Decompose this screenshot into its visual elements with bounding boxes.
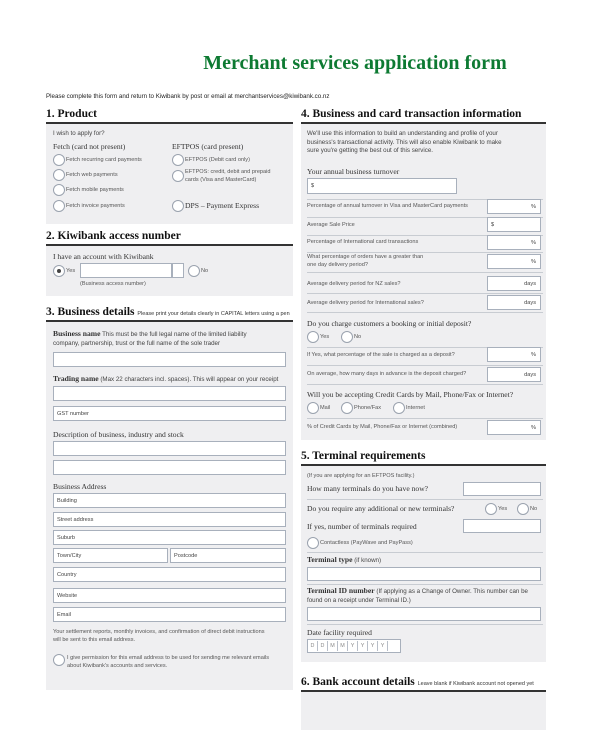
pct-intl-label: Percentage of International card transactions bbox=[307, 239, 419, 245]
kiwibank-yes-label: Yes bbox=[66, 268, 76, 274]
divider bbox=[307, 312, 543, 313]
access-number-suffix-input[interactable] bbox=[172, 263, 184, 278]
terminal-type-label bbox=[307, 556, 381, 566]
booking-no-label: No bbox=[354, 334, 362, 340]
pct-delay-input[interactable]: % bbox=[487, 254, 541, 269]
pct-delay-text-2: one day delivery period? bbox=[307, 262, 368, 268]
section-6-title: 6. Bank account details bbox=[301, 676, 415, 688]
email-permission-text-2: about Kiwibank's accounts and services. bbox=[67, 663, 168, 669]
turnover-heading: Your annual business turnover bbox=[307, 167, 400, 176]
fetch-mobile-label: Fetch mobile payments bbox=[66, 187, 124, 193]
booking-yes-radio[interactable] bbox=[307, 331, 319, 343]
terminal-type-input[interactable] bbox=[307, 567, 541, 581]
pct-visa-input[interactable]: % bbox=[487, 199, 541, 214]
avg-sale-input[interactable]: $ bbox=[487, 217, 541, 232]
avg-sale-label: Average Sale Price bbox=[307, 222, 355, 228]
postcode-input[interactable]: Postcode bbox=[170, 548, 286, 563]
fetch-heading: Fetch (card not present) bbox=[53, 142, 126, 151]
additional-no-label: No bbox=[530, 506, 538, 512]
kiwibank-no-radio[interactable] bbox=[188, 265, 200, 277]
internet-label: Internet bbox=[406, 405, 425, 411]
deposit-pct-input[interactable]: % bbox=[487, 347, 541, 362]
section-4-intro bbox=[307, 130, 543, 156]
internet-checkbox[interactable] bbox=[393, 402, 405, 414]
kiwibank-no-label: No bbox=[201, 268, 209, 274]
terminal-id-heading: Terminal ID number bbox=[307, 586, 375, 595]
date-seg-y4: Y bbox=[378, 641, 388, 651]
date-required-label: Date facility required bbox=[307, 628, 372, 637]
section-3-panel bbox=[46, 322, 293, 690]
eftpos-debit-label: EFTPOS (Debit card only) bbox=[185, 157, 250, 163]
dps-checkbox[interactable] bbox=[172, 200, 184, 212]
settlement-note-1: Your settlement reports, monthly invoices, and confirmation of direct debit instructions bbox=[53, 629, 265, 635]
section-4-intro-2: business's transactional activity. This will also enable Kiwibank to make bbox=[307, 138, 502, 146]
booking-yes-label: Yes bbox=[320, 334, 330, 340]
page-title: Merchant services application form bbox=[203, 52, 507, 74]
description-input-2[interactable] bbox=[53, 460, 286, 475]
pct-mail-label: % of Credit Cards by Mail, Phone/Fax or Internet (combined) bbox=[307, 424, 458, 430]
business-name-text-1: This must be the full legal name of the limited liability bbox=[102, 331, 247, 338]
section-5-heading: 5. Terminal requirements bbox=[301, 450, 426, 462]
description-input-1[interactable] bbox=[53, 441, 286, 456]
how-many-terminals-input[interactable] bbox=[463, 482, 541, 496]
deposit-days-label: On average, how many days in advance is the deposit charged? bbox=[307, 371, 467, 377]
business-name-input[interactable] bbox=[53, 352, 286, 367]
eftpos-applying-note: (If you are applying for an EFTPOS facility.) bbox=[307, 473, 415, 479]
eftpos-credit-checkbox[interactable] bbox=[172, 170, 184, 182]
divider bbox=[307, 584, 543, 585]
section-3-note: Please print your details clearly in CAPITAL letters using a pen bbox=[137, 311, 290, 317]
additional-yes-radio[interactable] bbox=[485, 503, 497, 515]
building-input[interactable]: Building bbox=[53, 493, 286, 508]
trading-name-input[interactable] bbox=[53, 386, 286, 401]
terminal-type-heading: Terminal type bbox=[307, 555, 353, 564]
mail-phone-question: Will you be accepting Credit Cards by Mail, Phone/Fax or Internet? bbox=[307, 390, 514, 399]
suburb-input[interactable]: Suburb bbox=[53, 530, 286, 545]
avg-intl-input[interactable]: days bbox=[487, 295, 541, 310]
section-4-intro-3: sure you're getting the best out of this service. bbox=[307, 147, 434, 154]
business-name-heading: Business name bbox=[53, 329, 101, 338]
gst-number-input[interactable]: GST number bbox=[53, 406, 286, 421]
trading-name-text: (Max 22 characters incl. spaces). This will appear on your receipt bbox=[100, 376, 279, 383]
date-seg-y2: Y bbox=[358, 641, 368, 651]
kiwibank-account-question: I have an account with Kiwibank bbox=[53, 252, 154, 261]
additional-yes-label: Yes bbox=[498, 506, 508, 512]
contactless-label: Contactless (PayWave and PayPass) bbox=[320, 540, 413, 546]
terminal-id-input[interactable] bbox=[307, 607, 541, 621]
section-2-panel bbox=[46, 246, 293, 296]
booking-question: Do you charge customers a booking or initial deposit? bbox=[307, 319, 472, 328]
section-4-intro-1: We'll use this information to build an understanding and profile of your bbox=[307, 130, 498, 137]
eftpos-credit-label-1: EFTPOS: credit, debit and prepaid bbox=[185, 169, 271, 175]
date-seg-d2: D bbox=[318, 641, 328, 651]
fetch-mobile-checkbox[interactable] bbox=[53, 184, 65, 196]
pct-delay-text-1: What percentage of orders have a greater than bbox=[307, 254, 424, 260]
section-4-heading: 4. Business and card transaction information bbox=[301, 108, 522, 120]
terminal-id-text-2: found on a receipt under Terminal ID.) bbox=[307, 596, 411, 604]
pct-intl-input[interactable]: % bbox=[487, 235, 541, 250]
eftpos-debit-checkbox[interactable] bbox=[172, 154, 184, 166]
booking-no-radio[interactable] bbox=[341, 331, 353, 343]
fetch-invoice-label: Fetch invoice payments bbox=[66, 203, 125, 209]
email-input[interactable]: Email bbox=[53, 607, 286, 622]
section-3-title: 3. Business details bbox=[46, 306, 135, 318]
divider bbox=[307, 552, 543, 553]
section-2-heading: 2. Kiwibank access number bbox=[46, 230, 181, 242]
intro-text: Please complete this form and return to Kiwibank by post or email at merchantservices@kiwibank.co.nz bbox=[46, 93, 330, 100]
turnover-input[interactable]: $ bbox=[307, 178, 457, 194]
eftpos-heading: EFTPOS (card present) bbox=[172, 142, 244, 151]
fetch-invoice-checkbox[interactable] bbox=[53, 200, 65, 212]
avg-intl-label: Average delivery period for International sales? bbox=[307, 300, 424, 306]
section-4-panel bbox=[301, 124, 546, 440]
date-seg-y3: Y bbox=[368, 641, 378, 651]
pct-mail-input[interactable]: % bbox=[487, 420, 541, 435]
access-number-hint: (Business access number) bbox=[80, 281, 146, 287]
num-terminals-label: If yes, number of terminals required bbox=[307, 522, 417, 531]
access-number-input[interactable] bbox=[80, 263, 172, 278]
dps-label: DPS – Payment Express bbox=[185, 201, 260, 210]
phone-fax-checkbox[interactable] bbox=[341, 402, 353, 414]
how-many-terminals-label: How many terminals do you have now? bbox=[307, 484, 429, 493]
terminal-type-text: (if known) bbox=[354, 557, 382, 564]
date-segments bbox=[308, 641, 388, 651]
fetch-recurring-checkbox[interactable] bbox=[53, 154, 65, 166]
settlement-note-2: will be sent to this email address. bbox=[53, 637, 136, 643]
terminal-id-label bbox=[307, 587, 543, 605]
street-input[interactable]: Street address bbox=[53, 512, 286, 527]
additional-terminals-question: Do you require any additional or new terminals? bbox=[307, 504, 455, 513]
email-permission-checkbox[interactable] bbox=[53, 654, 65, 666]
email-permission-text-1: I give permission for this email address to be used for sending me relevant emails bbox=[67, 655, 270, 661]
town-input[interactable]: Town/City bbox=[53, 548, 168, 563]
website-input[interactable]: Website bbox=[53, 588, 286, 603]
pct-delay-label bbox=[307, 253, 423, 269]
email-permission-label bbox=[67, 654, 289, 670]
kiwibank-yes-radio[interactable] bbox=[53, 265, 65, 277]
trading-name-heading: Trading name bbox=[53, 374, 99, 383]
section-6-note: Leave blank if Kiwibank account not opened yet bbox=[417, 681, 534, 687]
fetch-recurring-label: Fetch recurring card payments bbox=[66, 157, 142, 163]
divider bbox=[307, 384, 543, 385]
avg-nz-label: Average delivery period for NZ sales? bbox=[307, 281, 401, 287]
num-terminals-input[interactable] bbox=[463, 519, 541, 533]
date-seg-y1: Y bbox=[348, 641, 358, 651]
pct-visa-label: Percentage of annual turnover in Visa and MasterCard payments bbox=[307, 203, 468, 209]
fetch-web-label: Fetch web payments bbox=[66, 172, 118, 178]
avg-nz-input[interactable]: days bbox=[487, 276, 541, 291]
terminal-id-text-1: (If applying as a Change of Owner. This number can be bbox=[376, 588, 528, 595]
fetch-web-checkbox[interactable] bbox=[53, 169, 65, 181]
business-name-label bbox=[53, 330, 289, 348]
section-5-panel bbox=[301, 466, 546, 662]
additional-no-radio[interactable] bbox=[517, 503, 529, 515]
contactless-checkbox[interactable] bbox=[307, 537, 319, 549]
divider bbox=[307, 272, 543, 273]
section-3-heading bbox=[46, 306, 290, 318]
mail-label: Mail bbox=[320, 405, 331, 411]
deposit-days-input[interactable]: days bbox=[487, 367, 541, 382]
date-seg-d1: D bbox=[308, 641, 318, 651]
mail-checkbox[interactable] bbox=[307, 402, 319, 414]
apply-label: I wish to apply for? bbox=[53, 130, 105, 137]
divider bbox=[307, 418, 543, 419]
eftpos-credit-label-2: cards (Visa and MasterCard) bbox=[185, 177, 257, 183]
divider bbox=[307, 624, 543, 625]
section-1-panel bbox=[46, 124, 293, 224]
country-input[interactable]: Country bbox=[53, 567, 286, 582]
divider bbox=[307, 499, 543, 500]
phone-fax-label: Phone/Fax bbox=[354, 405, 382, 411]
date-seg-m2: M bbox=[338, 641, 348, 651]
section-6-panel bbox=[301, 692, 546, 730]
description-heading: Description of business, industry and stock bbox=[53, 430, 184, 439]
settlement-note bbox=[53, 628, 289, 644]
date-seg-m1: M bbox=[328, 641, 338, 651]
divider bbox=[307, 365, 543, 366]
trading-name-label bbox=[53, 375, 278, 385]
divider bbox=[307, 293, 543, 294]
section-6-heading bbox=[301, 676, 534, 688]
address-heading: Business Address bbox=[53, 482, 107, 491]
section-1-heading: 1. Product bbox=[46, 108, 97, 120]
business-name-text-2: company, partnership, trust or the full name of the sole trader bbox=[53, 339, 221, 347]
date-required-input[interactable] bbox=[307, 639, 401, 653]
deposit-pct-label: If Yes, what percentage of the sale is charged as a deposit? bbox=[307, 352, 455, 358]
